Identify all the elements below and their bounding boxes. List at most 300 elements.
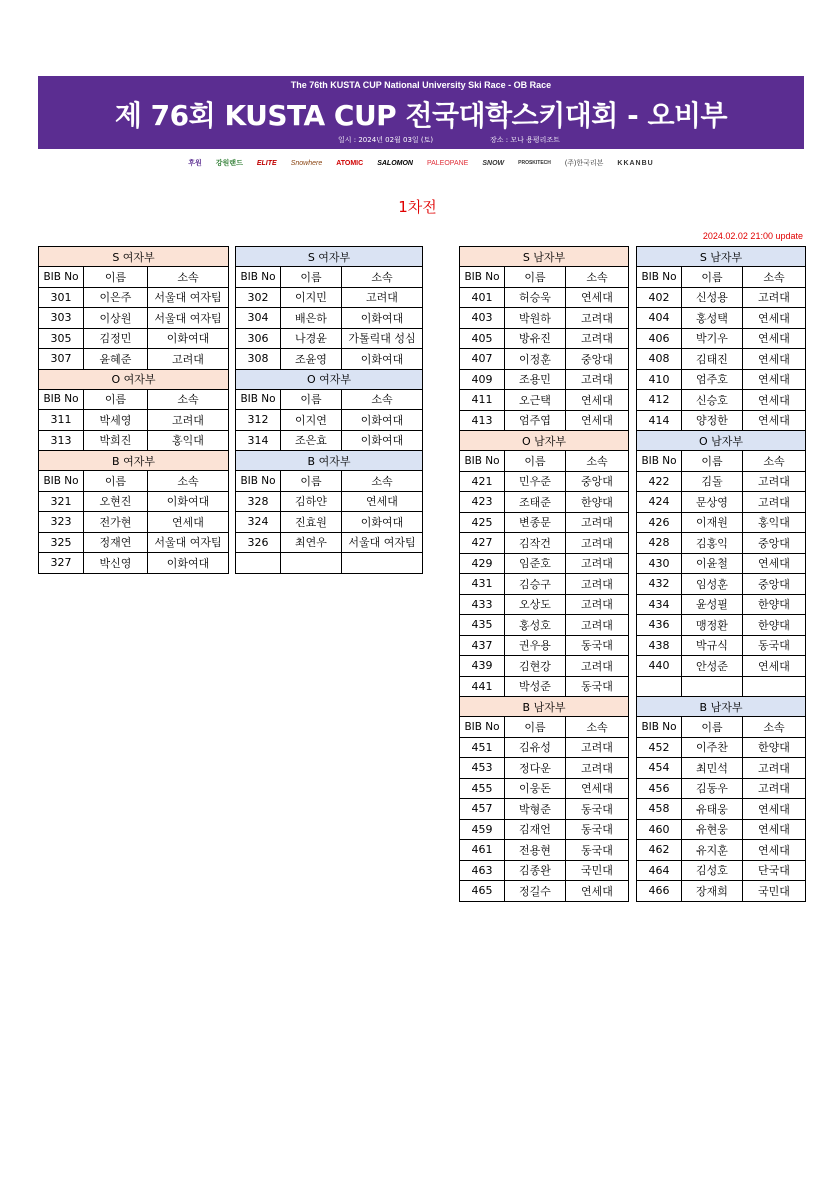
cell-bib: 454: [637, 758, 682, 779]
cell-team: 서울대 여자팀: [148, 308, 229, 329]
cell-team: 고려대: [743, 758, 806, 779]
column-header-row: [460, 451, 629, 472]
cell-team: 고려대: [743, 287, 806, 308]
cell-bib: 425: [460, 512, 505, 533]
cell-team: 중앙대: [566, 349, 629, 370]
round-title: 1차전: [398, 198, 437, 216]
cell-bib: 303: [39, 308, 84, 329]
sponsor-logo: PROSKITECH: [518, 160, 551, 166]
table-row: [39, 349, 229, 370]
cell-name: 진효원: [281, 512, 342, 533]
column-header-bib: BIB No: [637, 267, 682, 288]
cell-team: 고려대: [743, 471, 806, 492]
cell-bib: 434: [637, 594, 682, 615]
sponsor-logo: ATOMIC: [336, 159, 364, 167]
cell-team: 연세대: [566, 410, 629, 431]
cell-name: 이웅돈: [505, 778, 566, 799]
column-header-team: 소속: [148, 389, 229, 410]
cell-bib: 311: [39, 410, 84, 431]
cell-team: 고려대: [566, 533, 629, 554]
cell-name: 조윤영: [281, 349, 342, 370]
cell-team: [342, 553, 423, 574]
cell-name: 홍성택: [682, 308, 743, 329]
column-header-bib: BIB No: [460, 267, 505, 288]
table-row: [460, 410, 629, 431]
cell-bib: 431: [460, 574, 505, 595]
cell-bib: 428: [637, 533, 682, 554]
cell-bib: 452: [637, 737, 682, 758]
cell-name: 유지훈: [682, 840, 743, 861]
table-row: [637, 308, 806, 329]
cell-team: 국민대: [566, 860, 629, 881]
cell-bib: 302: [236, 287, 281, 308]
cell-team: 이화여대: [148, 553, 229, 574]
table-row: [460, 881, 629, 902]
cell-bib: 321: [39, 491, 84, 512]
table-row: [637, 594, 806, 615]
table-row: [637, 287, 806, 308]
cell-name: 김태진: [682, 349, 743, 370]
table-row: [460, 840, 629, 861]
cell-bib: 407: [460, 349, 505, 370]
cell-name: 오근택: [505, 390, 566, 411]
event-subtitle: The 76th KUSTA CUP National University Ski Race - OB Race: [290, 80, 552, 90]
column-header-bib: BIB No: [460, 717, 505, 738]
cell-bib: 433: [460, 594, 505, 615]
cell-bib: 304: [236, 308, 281, 329]
column-header-bib: BIB No: [39, 267, 84, 288]
cell-bib: 427: [460, 533, 505, 554]
cell-name: 신성용: [682, 287, 743, 308]
column-header-team: 소속: [566, 717, 629, 738]
cell-team: 이화여대: [342, 512, 423, 533]
cell-team: 고려대: [566, 758, 629, 779]
table-row: [460, 860, 629, 881]
section-title: O 여자부: [236, 369, 423, 389]
cell-bib: 412: [637, 390, 682, 411]
cell-team: 서울대 여자팀: [148, 532, 229, 553]
cell-team: 고려대: [342, 287, 423, 308]
column-header-row: [39, 471, 229, 492]
column-header-team: 소속: [148, 267, 229, 288]
cell-bib: 308: [236, 349, 281, 370]
cell-team: 고려대: [743, 778, 806, 799]
section-title: S 남자부: [460, 247, 629, 267]
cell-name: 장재희: [682, 881, 743, 902]
cell-bib: 441: [460, 676, 505, 697]
cell-team: 한양대: [743, 737, 806, 758]
cell-team: 고려대: [743, 492, 806, 513]
column-header-name: 이름: [505, 267, 566, 288]
cell-bib: 458: [637, 799, 682, 820]
column-header-bib: BIB No: [236, 471, 281, 492]
cell-name: 허승욱: [505, 287, 566, 308]
section-title: B 남자부: [460, 697, 629, 717]
cell-team: 이화여대: [342, 349, 423, 370]
cell-name: 임준호: [505, 553, 566, 574]
table-row: [637, 553, 806, 574]
section-title: S 남자부: [637, 247, 806, 267]
table-row: [460, 471, 629, 492]
section-title: B 여자부: [39, 451, 229, 471]
column-header-row: [637, 717, 806, 738]
table-row: [460, 594, 629, 615]
cell-team: 동국대: [566, 819, 629, 840]
cell-bib: 307: [39, 349, 84, 370]
cell-name: 김종완: [505, 860, 566, 881]
cell-team: 한양대: [566, 492, 629, 513]
table-row: [637, 656, 806, 677]
cell-bib: 422: [637, 471, 682, 492]
column-header-name: 이름: [84, 267, 148, 288]
cell-name: 이주찬: [682, 737, 743, 758]
cell-bib: 314: [236, 430, 281, 451]
cell-name: 이은주: [84, 287, 148, 308]
cell-team: 동국대: [566, 799, 629, 820]
table-row: [460, 492, 629, 513]
cell-name: 조은효: [281, 430, 342, 451]
column-header-bib: BIB No: [39, 471, 84, 492]
cell-bib: 460: [637, 819, 682, 840]
section-title-row: [460, 697, 629, 717]
cell-bib: 325: [39, 532, 84, 553]
cell-bib: 313: [39, 430, 84, 451]
men-table-right: [636, 246, 806, 902]
cell-bib: 406: [637, 328, 682, 349]
section-title-row: [637, 431, 806, 451]
cell-name: 엄주엽: [505, 410, 566, 431]
column-header-name: 이름: [505, 717, 566, 738]
cell-team: 홍익대: [743, 512, 806, 533]
cell-name: 전가현: [84, 512, 148, 533]
cell-name: 배은하: [281, 308, 342, 329]
column-header-row: [236, 389, 423, 410]
column-header-team: 소속: [743, 451, 806, 472]
cell-bib: 402: [637, 287, 682, 308]
cell-team: 연세대: [743, 369, 806, 390]
cell-team: 고려대: [148, 410, 229, 431]
cell-name: 조태준: [505, 492, 566, 513]
column-header-bib: BIB No: [236, 267, 281, 288]
table-row: [460, 287, 629, 308]
cell-team: 중앙대: [566, 471, 629, 492]
section-title-row: [236, 451, 423, 471]
cell-name: 김하얀: [281, 491, 342, 512]
cell-bib: 438: [637, 635, 682, 656]
cell-name: 양정한: [682, 410, 743, 431]
column-header-name: 이름: [84, 471, 148, 492]
cell-name: 박성준: [505, 676, 566, 697]
table-row: [236, 512, 423, 533]
cell-name: 김동우: [682, 778, 743, 799]
cell-bib: 453: [460, 758, 505, 779]
cell-name: 전용현: [505, 840, 566, 861]
table-row: [39, 553, 229, 574]
sponsor-logo: PALEOPANE: [426, 159, 469, 167]
cell-name: 김작건: [505, 533, 566, 554]
table-row: [637, 471, 806, 492]
cell-bib: 465: [460, 881, 505, 902]
cell-name: 박세영: [84, 410, 148, 431]
section-title: B 여자부: [236, 451, 423, 471]
cell-bib: 301: [39, 287, 84, 308]
sponsor-logo: ELITE: [256, 159, 277, 167]
sponsor-bar: [38, 155, 804, 171]
sponsor-logo: (주)한국리본: [564, 160, 604, 167]
cell-bib: 436: [637, 615, 682, 636]
table-row: [236, 553, 423, 574]
cell-team: 고려대: [566, 369, 629, 390]
table-row: [637, 369, 806, 390]
cell-name: 임성훈: [682, 574, 743, 595]
cell-bib: 312: [236, 410, 281, 431]
cell-name: 나경윤: [281, 328, 342, 349]
cell-team: 연세대: [148, 512, 229, 533]
cell-name: 김홍익: [682, 533, 743, 554]
cell-name: 윤혜준: [84, 349, 148, 370]
table-row: [39, 287, 229, 308]
cell-bib: [236, 553, 281, 574]
cell-bib: 323: [39, 512, 84, 533]
column-header-bib: BIB No: [460, 451, 505, 472]
table-row: [460, 512, 629, 533]
cell-name: 엄주호: [682, 369, 743, 390]
cell-bib: 457: [460, 799, 505, 820]
cell-bib: 408: [637, 349, 682, 370]
cell-team: 연세대: [743, 799, 806, 820]
table-row: [236, 532, 423, 553]
cell-bib: 461: [460, 840, 505, 861]
table-row: [39, 308, 229, 329]
table-row: [637, 840, 806, 861]
cell-team: 중앙대: [743, 533, 806, 554]
update-timestamp: 2024.02.02 21:00 update: [702, 231, 803, 241]
table-row: [39, 512, 229, 533]
cell-name: 윤성필: [682, 594, 743, 615]
cell-name: [682, 676, 743, 697]
table-row: [460, 737, 629, 758]
cell-team: 연세대: [743, 390, 806, 411]
cell-name: 이정훈: [505, 349, 566, 370]
column-header-team: 소속: [148, 471, 229, 492]
table-row: [460, 328, 629, 349]
cell-bib: 327: [39, 553, 84, 574]
cell-team: 동국대: [566, 840, 629, 861]
cell-bib: 410: [637, 369, 682, 390]
cell-name: 김현강: [505, 656, 566, 677]
column-header-name: 이름: [281, 471, 342, 492]
table-row: [460, 758, 629, 779]
women-table-left: [38, 246, 229, 574]
table-row: [236, 349, 423, 370]
cell-name: 오현진: [84, 491, 148, 512]
section-title: O 남자부: [637, 431, 806, 451]
table-row: [236, 287, 423, 308]
cell-name: 정재연: [84, 532, 148, 553]
column-header-name: 이름: [281, 389, 342, 410]
cell-bib: 437: [460, 635, 505, 656]
cell-team: 서울대 여자팀: [342, 532, 423, 553]
cell-team: 연세대: [743, 328, 806, 349]
section-title: S 여자부: [236, 247, 423, 267]
section-title: B 남자부: [637, 697, 806, 717]
table-row: [637, 758, 806, 779]
cell-bib: 423: [460, 492, 505, 513]
cell-team: 고려대: [566, 615, 629, 636]
cell-team: 국민대: [743, 881, 806, 902]
cell-team: 연세대: [566, 287, 629, 308]
cell-name: 유현웅: [682, 819, 743, 840]
cell-bib: 456: [637, 778, 682, 799]
cell-bib: 421: [460, 471, 505, 492]
cell-team: 중앙대: [743, 574, 806, 595]
column-header-name: 이름: [281, 267, 342, 288]
table-row: [460, 574, 629, 595]
cell-name: 안성준: [682, 656, 743, 677]
cell-team: 연세대: [743, 819, 806, 840]
cell-name: 박형준: [505, 799, 566, 820]
cell-name: 박규식: [682, 635, 743, 656]
cell-team: 동국대: [743, 635, 806, 656]
table-row: [637, 737, 806, 758]
cell-team: 고려대: [566, 512, 629, 533]
table-row: [637, 881, 806, 902]
column-header-team: 소속: [342, 389, 423, 410]
cell-team: 연세대: [566, 778, 629, 799]
cell-team: 고려대: [566, 656, 629, 677]
cell-bib: 404: [637, 308, 682, 329]
cell-bib: 305: [39, 328, 84, 349]
cell-team: 연세대: [743, 840, 806, 861]
cell-bib: 462: [637, 840, 682, 861]
table-row: [637, 799, 806, 820]
cell-bib: 403: [460, 308, 505, 329]
column-header-team: 소속: [743, 267, 806, 288]
women-table-right: [235, 246, 423, 574]
cell-team: 동국대: [566, 635, 629, 656]
column-header-name: 이름: [682, 451, 743, 472]
cell-name: 박희진: [84, 430, 148, 451]
men-table-left: [459, 246, 629, 902]
cell-team: 고려대: [566, 328, 629, 349]
cell-team: 동국대: [566, 676, 629, 697]
column-header-team: 소속: [743, 717, 806, 738]
table-row: [236, 328, 423, 349]
cell-name: 이재원: [682, 512, 743, 533]
column-header-row: [236, 471, 423, 492]
cell-bib: 430: [637, 553, 682, 574]
sponsor-logo: SNOW: [482, 159, 505, 167]
table-row: [637, 676, 806, 697]
table-row: [637, 635, 806, 656]
cell-bib: 306: [236, 328, 281, 349]
cell-name: 김정민: [84, 328, 148, 349]
column-header-bib: BIB No: [236, 389, 281, 410]
cell-team: 고려대: [566, 737, 629, 758]
cell-team: 고려대: [148, 349, 229, 370]
event-title: 제 76회 KUSTA CUP 전국대학스키대회 - 오비부: [114, 99, 728, 132]
cell-team: 이화여대: [148, 491, 229, 512]
table-row: [460, 615, 629, 636]
sponsor-logo: KKANBU: [617, 159, 654, 167]
sponsor-logo: 강원랜드: [215, 160, 243, 167]
cell-team: 한양대: [743, 594, 806, 615]
event-date: 일시 : 2024년 02월 03일 (토): [338, 136, 434, 144]
cell-bib: 426: [637, 512, 682, 533]
section-title: O 남자부: [460, 431, 629, 451]
table-row: [39, 430, 229, 451]
column-header-name: 이름: [84, 389, 148, 410]
table-row: [39, 532, 229, 553]
section-title-row: [637, 247, 806, 267]
table-row: [236, 430, 423, 451]
cell-team: 고려대: [566, 594, 629, 615]
column-header-name: 이름: [682, 267, 743, 288]
sponsor-logo: SALOMON: [377, 159, 413, 167]
cell-bib: 432: [637, 574, 682, 595]
cell-name: 정다운: [505, 758, 566, 779]
cell-bib: 413: [460, 410, 505, 431]
section-title-row: [460, 431, 629, 451]
table-row: [637, 533, 806, 554]
cell-team: 가톨릭대 성심: [342, 328, 423, 349]
cell-team: 서울대 여자팀: [148, 287, 229, 308]
cell-name: 변종문: [505, 512, 566, 533]
table-row: [236, 410, 423, 431]
cell-name: 최민석: [682, 758, 743, 779]
cell-name: 이지연: [281, 410, 342, 431]
cell-team: 연세대: [566, 390, 629, 411]
cell-bib: 464: [637, 860, 682, 881]
cell-name: 조용민: [505, 369, 566, 390]
table-row: [637, 512, 806, 533]
event-venue: 장소 : 모나 용평리조트: [490, 136, 560, 144]
table-row: [460, 635, 629, 656]
table-row: [39, 410, 229, 431]
table-row: [637, 390, 806, 411]
cell-bib: 435: [460, 615, 505, 636]
cell-bib: 324: [236, 512, 281, 533]
column-header-row: [637, 267, 806, 288]
cell-bib: 440: [637, 656, 682, 677]
table-row: [460, 308, 629, 329]
table-row: [637, 328, 806, 349]
cell-name: 권우용: [505, 635, 566, 656]
table-row: [637, 615, 806, 636]
cell-name: 이윤철: [682, 553, 743, 574]
table-row: [637, 410, 806, 431]
cell-team: 한양대: [743, 615, 806, 636]
cell-team: 연세대: [743, 410, 806, 431]
table-row: [460, 369, 629, 390]
cell-bib: 463: [460, 860, 505, 881]
cell-bib: 326: [236, 532, 281, 553]
cell-bib: 411: [460, 390, 505, 411]
table-row: [637, 492, 806, 513]
cell-bib: 459: [460, 819, 505, 840]
section-title-row: [460, 247, 629, 267]
cell-bib: 409: [460, 369, 505, 390]
cell-bib: 424: [637, 492, 682, 513]
cell-name: 유태웅: [682, 799, 743, 820]
section-title-row: [39, 247, 229, 267]
table-row: [460, 349, 629, 370]
column-header-row: [39, 389, 229, 410]
table-row: [39, 491, 229, 512]
section-title-row: [39, 369, 229, 389]
table-row: [236, 308, 423, 329]
column-header-name: 이름: [682, 717, 743, 738]
